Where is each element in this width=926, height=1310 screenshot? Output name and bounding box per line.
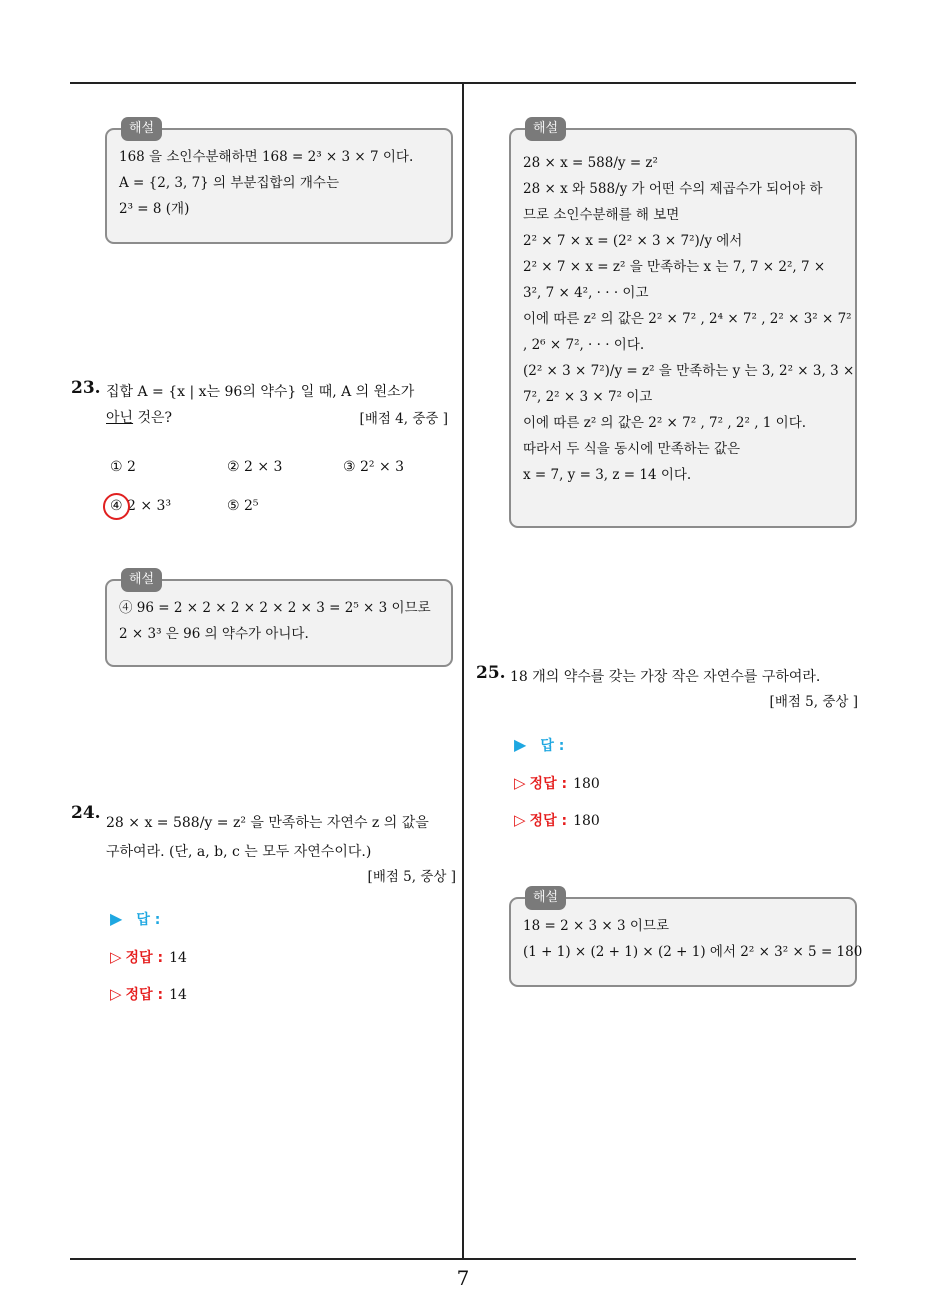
- page-number: 7: [456, 1266, 470, 1290]
- play-icon: ▶: [514, 735, 527, 754]
- question-24-text-line2: 구하여라. (단, a, b, c 는 모두 자연수이다.): [106, 844, 372, 860]
- explanation-line: 이에 따른 z² 의 값은 2² × 7² , 7² , 2² , 1 이다.: [523, 415, 807, 431]
- explanation-line: 따라서 두 식을 동시에 만족하는 값은: [523, 441, 741, 457]
- question-25-text: 18 개의 약수를 갖는 가장 작은 자연수를 구하여라.: [510, 669, 821, 685]
- question-number-24: 24.: [71, 803, 101, 823]
- triangle-outline-icon: ▷: [514, 811, 526, 829]
- correct-answer-row: [110, 947, 187, 967]
- question-23-text-line2: [106, 407, 172, 427]
- answer-label: 답 :: [136, 912, 161, 928]
- choice-5[interactable]: ⑤ 2⁵: [227, 498, 259, 514]
- question-25-score: [배점 5, 중상 ]: [769, 694, 858, 710]
- explanation-line: 28 × x = 588/y = z²: [523, 155, 658, 171]
- explanation-box-q24: [509, 121, 857, 528]
- question-number-23: 23.: [71, 378, 101, 398]
- explanation-line: 므로 소인수분해를 해 보면: [523, 207, 680, 223]
- column-divider: [462, 82, 464, 1259]
- question-24-text: 28 × x = 588/y = z² 을 만족하는 자연수 z 의 값을: [106, 815, 429, 831]
- explanation-line: 이에 따른 z² 의 값은 2² × 7² , 2⁴ × 7² , 2² × 3² × 7²: [523, 311, 852, 327]
- explanation-tag: 해설: [525, 886, 566, 910]
- correct-label: 정답 :: [529, 776, 568, 792]
- explanation-line: 168 을 소인수분해하면 168 = 2³ × 3 × 7 이다.: [119, 149, 414, 165]
- explanation-line: (1 + 1) × (2 + 1) × (2 + 1) 에서 2² × 3² × 5 = 180: [523, 944, 863, 960]
- explanation-tag: 해설: [525, 117, 566, 141]
- explanation-line: A = {2, 3, 7} 의 부분집합의 개수는: [119, 175, 339, 191]
- correct-answer-row: [110, 984, 187, 1004]
- underlined-word: 아닌: [106, 410, 134, 426]
- correct-value: 180: [573, 776, 600, 792]
- explanation-line: 2³ = 8 (개): [119, 201, 190, 217]
- explanation-line: (2² × 3 × 7²)/y = z² 을 만족하는 y 는 3, 2² × 3, 3 ×: [523, 363, 855, 379]
- explanation-line: 3², 7 × 4², · · · 이고: [523, 285, 649, 301]
- explanation-line: 2² × 7 × x = z² 을 만족하는 x 는 7, 7 × 2², 7 ×: [523, 259, 826, 275]
- explanation-line: 18 = 2 × 3 × 3 이므로: [523, 918, 670, 934]
- explanation-box-q25: [509, 890, 863, 987]
- choice-2[interactable]: ② 2 × 3: [227, 459, 283, 475]
- explanation-line: 2 × 3³ 은 96 의 약수가 아니다.: [119, 626, 309, 642]
- question-number-25: 25.: [476, 663, 506, 683]
- explanation-line: 2² × 7 × x = (2² × 3 × 7²)/y 에서: [523, 233, 743, 249]
- answer-input-row-25[interactable]: [514, 735, 564, 755]
- correct-label: 정답 :: [529, 813, 568, 829]
- explanation-line: , 2⁶ × 7², · · · 이다.: [523, 337, 645, 353]
- question-23-text-rest: 것은?: [133, 410, 173, 426]
- question-23-score: [배점 4, 중중 ]: [359, 411, 448, 427]
- correct-value: 14: [169, 987, 187, 1003]
- question-23-text: 집합 A = {x | x는 96의 약수} 일 때, A 의 원소가: [106, 384, 415, 400]
- triangle-outline-icon: ▷: [110, 985, 122, 1003]
- triangle-outline-icon: ▷: [514, 774, 526, 792]
- correct-value: 180: [573, 813, 600, 829]
- explanation-tag: 해설: [121, 117, 162, 141]
- choice-4[interactable]: ④ 2 × 3³: [110, 498, 172, 514]
- correct-answer-row: [514, 810, 600, 830]
- choice-3[interactable]: ③ 2² × 3: [343, 459, 405, 475]
- explanation-box-q22: [105, 121, 453, 244]
- explanation-line: ④ 96 = 2 × 2 × 2 × 2 × 2 × 3 = 2⁵ × 3 이므로: [119, 600, 431, 616]
- correct-answer-row: [514, 773, 600, 793]
- choice-1[interactable]: ① 2: [110, 459, 136, 475]
- correct-label: 정답 :: [125, 950, 164, 966]
- explanation-line: 7², 2² × 3 × 7² 이고: [523, 389, 653, 405]
- triangle-outline-icon: ▷: [110, 948, 122, 966]
- explanation-tag: 해설: [121, 568, 162, 592]
- play-icon: ▶: [110, 909, 123, 928]
- answer-circle-mark: [103, 493, 130, 520]
- answer-label: 답 :: [540, 738, 565, 754]
- answer-input-row-24[interactable]: [110, 909, 160, 929]
- explanation-box-q23: [105, 572, 453, 667]
- explanation-line: x = 7, y = 3, z = 14 이다.: [523, 467, 692, 483]
- question-24-score: [배점 5, 중상 ]: [367, 869, 456, 885]
- explanation-line: 28 × x 와 588/y 가 어떤 수의 제곱수가 되어야 하: [523, 181, 823, 197]
- correct-label: 정답 :: [125, 987, 164, 1003]
- bottom-rule: [70, 1258, 856, 1260]
- correct-value: 14: [169, 950, 187, 966]
